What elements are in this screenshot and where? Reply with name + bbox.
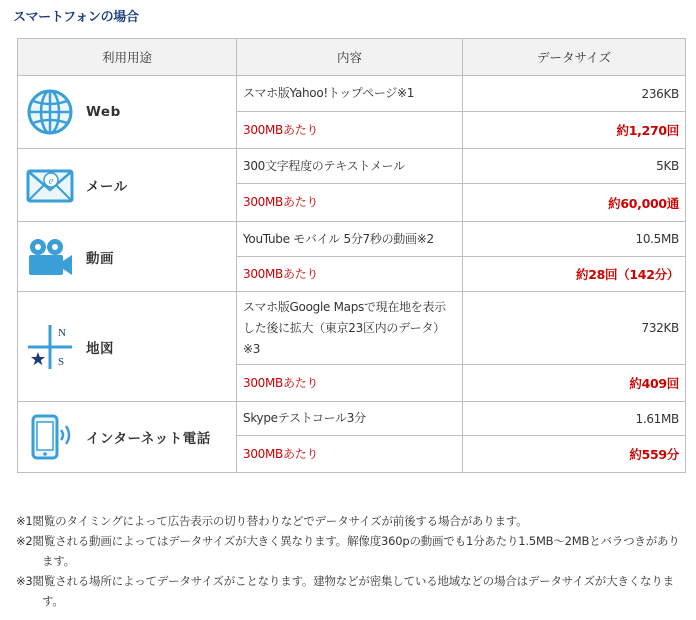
globe-icon (24, 86, 76, 138)
table-row (18, 76, 686, 112)
mail-letter: e (48, 175, 54, 187)
size-cell: 約60,000通 (463, 184, 686, 222)
content-cell: 300MBあたり (237, 257, 463, 292)
north-letter: N (58, 326, 66, 339)
content-cell: 300MBあたり (237, 112, 463, 149)
content-cell: YouTube モバイル 5分7秒の動画※2 (237, 222, 463, 257)
size-cell: 5KB (463, 149, 686, 184)
map-compass-icon (24, 321, 76, 373)
footnote-3: ※3閲覧される場所によってデータサイズがことなります。建物などが密集している地域などの場合はデータサイズが大きくなります。 (16, 574, 674, 608)
table-row (18, 222, 686, 257)
envelope-icon (24, 159, 76, 211)
category-map (18, 292, 237, 402)
category-web (18, 76, 237, 149)
category-internet-phone (18, 402, 237, 473)
content-cell: 300MBあたり (237, 436, 463, 473)
category-mail (18, 149, 237, 222)
header-usage: 利用用途 (18, 39, 237, 76)
size-cell: 732KB (463, 292, 686, 365)
size-cell: 236KB (463, 76, 686, 112)
header-data-size: データサイズ (463, 39, 686, 76)
table-row (18, 149, 686, 184)
data-usage-table (17, 38, 686, 473)
category-label: 動画 (86, 250, 114, 267)
table-row (18, 402, 686, 436)
page-title: スマートフォンの場合 (13, 10, 139, 25)
video-camera-icon (24, 231, 76, 283)
size-cell: 約559分 (463, 436, 686, 473)
table-row (18, 292, 686, 365)
smartphone-call-icon (24, 411, 76, 463)
size-cell: 約28回（142分） (463, 257, 686, 292)
category-label: インターネット電話 (86, 431, 211, 447)
table-header-row (18, 39, 686, 76)
content-cell: スマホ版Yahoo!トップページ※1 (237, 76, 463, 112)
size-cell: 約409回 (463, 365, 686, 402)
category-video (18, 222, 237, 292)
content-cell: 300文字程度のテキストメール (237, 149, 463, 184)
south-letter: S (58, 355, 65, 368)
size-cell: 約1,270回 (463, 112, 686, 149)
category-label: Web (86, 104, 121, 120)
footnote-1: ※1閲覧のタイミングによって広告表示の切り替わりなどでデータサイズが前後する場合があります。 (16, 514, 528, 528)
content-cell: 300MBあたり (237, 365, 463, 402)
content-cell: 300MBあたり (237, 184, 463, 222)
size-cell: 1.61MB (463, 402, 686, 436)
size-cell: 10.5MB (463, 222, 686, 257)
category-label: メール (86, 179, 128, 195)
category-label: 地図 (86, 340, 114, 357)
footnote-2: ※2閲覧される動画によってはデータサイズが大きく異なります。解像度360pの動画でも1分あたり1.5MB～2MBとバラつきがあります。 (16, 534, 680, 568)
content-cell: Skypeテストコール3分 (237, 402, 463, 436)
content-cell: スマホ版Google Mapsで現在地を表示した後に拡大（東京23区内のデータ）※3 (237, 292, 463, 365)
footnotes (16, 511, 688, 611)
header-content: 内容 (237, 39, 463, 76)
